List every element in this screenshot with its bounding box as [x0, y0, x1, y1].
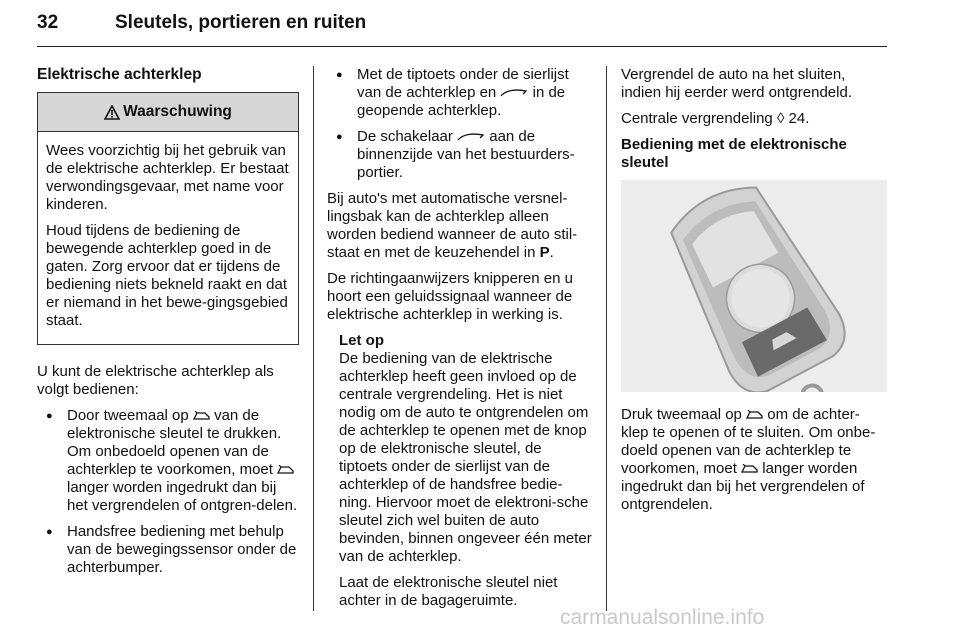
- warning-header: [38, 93, 298, 132]
- paragraph: Vergrendel de auto na het sluiten, indien hij eerder werd ontgrendeld.: [621, 66, 852, 101]
- note-box: [327, 332, 593, 610]
- section-title: Elektrische achterklep: [37, 66, 202, 83]
- warning-box: [37, 92, 299, 345]
- warning-triangle-icon: [104, 105, 120, 120]
- bullet-text: Met de tiptoets onder de sierlijst van de achterklep en: [357, 66, 569, 101]
- column-3: [621, 66, 887, 522]
- gear-position: P: [539, 244, 550, 261]
- tailgate-icon: [746, 410, 763, 420]
- warning-text-2: Houd tijdens de bediening de bewegende achterklep goed in de gaten. Zorg ervoor dat er tijdens de bediening niets bekneld raakt en dat er niemand in het bewe-gingsgebied staat.: [46, 222, 288, 329]
- warning-text-1: Wees voorzichtig bij het gebruik van de elektrische achterklep. Er bestaat verwondingsgevaar, met name voor kinderen.: [46, 142, 289, 213]
- bullet-text: De schakelaar: [357, 128, 453, 145]
- cross-reference: [621, 110, 887, 128]
- page-number: 32: [37, 12, 59, 33]
- list-item: [37, 407, 299, 515]
- bullet-list-1: [37, 407, 299, 577]
- paragraph: [621, 406, 887, 514]
- tailgate-icon: [277, 465, 294, 475]
- tailgate-open-icon: [457, 132, 485, 142]
- column-1: [37, 66, 299, 585]
- tailgate-icon: [193, 411, 210, 421]
- note-text-2: Laat de elektronische sleutel niet achter in de bagageruimte.: [339, 574, 558, 609]
- tailgate-icon: [741, 464, 758, 474]
- bullet-text: van de elektronische sleutel te drukken. Om onbedoeld openen van de achterklep te voorkomen, moet: [67, 407, 282, 478]
- electronic-key-image: [621, 180, 887, 392]
- bullet-text: Door tweemaal op: [67, 407, 189, 424]
- reference-arrow-icon: ◊: [776, 110, 785, 127]
- column-divider: [606, 66, 607, 611]
- subheading: Bediening met de elektronische sleutel: [621, 136, 847, 171]
- list-item: ● Handsfree bediening met behulp van de bewegingssensor onder de achterbumper.: [37, 523, 299, 577]
- intro-text: U kunt de elektrische achterklep als volgt bedienen:: [37, 363, 274, 398]
- bullet-text: aan de binnenzijde van het bestuurders-portier.: [357, 128, 575, 181]
- paragraph-end: .: [549, 244, 554, 261]
- chapter-title: Sleutels, portieren en ruiten: [115, 12, 367, 33]
- paragraph-text: langer worden ingedrukt dan bij het vergrendelen of ontgrendelen.: [621, 460, 865, 513]
- note-title: Let op: [339, 332, 384, 349]
- list-item: [327, 66, 593, 120]
- bullet-list-2: [327, 66, 593, 182]
- paragraph-text: om de achter-klep te openen of te sluiten. Om onbe-doeld openen van de achterklep te voorkomen, moet: [621, 406, 876, 477]
- reference-text: Centrale vergrendeling: [621, 110, 773, 127]
- page-header: [37, 8, 887, 47]
- list-item: [327, 128, 593, 182]
- watermark: carmanualsonline.info: [560, 606, 765, 629]
- column-divider: [313, 66, 314, 611]
- tailgate-open-icon: [500, 88, 528, 98]
- paragraph-text: Druk tweemaal op: [621, 406, 742, 423]
- column-2: [327, 66, 593, 618]
- reference-page: 24.: [788, 110, 810, 127]
- paragraph-text: Bij auto's met automatische versnel-lingsbak kan de achterklep alleen worden bediend wanneer de auto stil-staat en met de keuzehendel in: [327, 190, 578, 261]
- warning-title: Waarschuwing: [123, 103, 232, 120]
- paragraph: [327, 190, 593, 262]
- bullet-text: in de geopende achterklep.: [357, 84, 566, 119]
- paragraph: De richtingaanwijzers knipperen en u hoort een geluidssignaal wanneer de elektrische achterklep in werking is.: [327, 270, 573, 323]
- note-text-1: De bediening van de elektrische achterklep heeft geen invloed op de centrale vergrendeling. Het is niet nodig om de auto te ontgrendelen om de achterklep te openen met de knop op de elektronische sleutel, de tiptoets onder de sierlijst van de achterklep of de handsfree bedie-ning. Hiervoor moet de elektroni-sche sleutel zich wel buiten de auto bevinden, binnen ongeveer één meter van de achterklep.: [339, 350, 592, 565]
- bullet-text: langer worden ingedrukt dan bij het vergrendelen of ontgren-delen.: [67, 479, 298, 514]
